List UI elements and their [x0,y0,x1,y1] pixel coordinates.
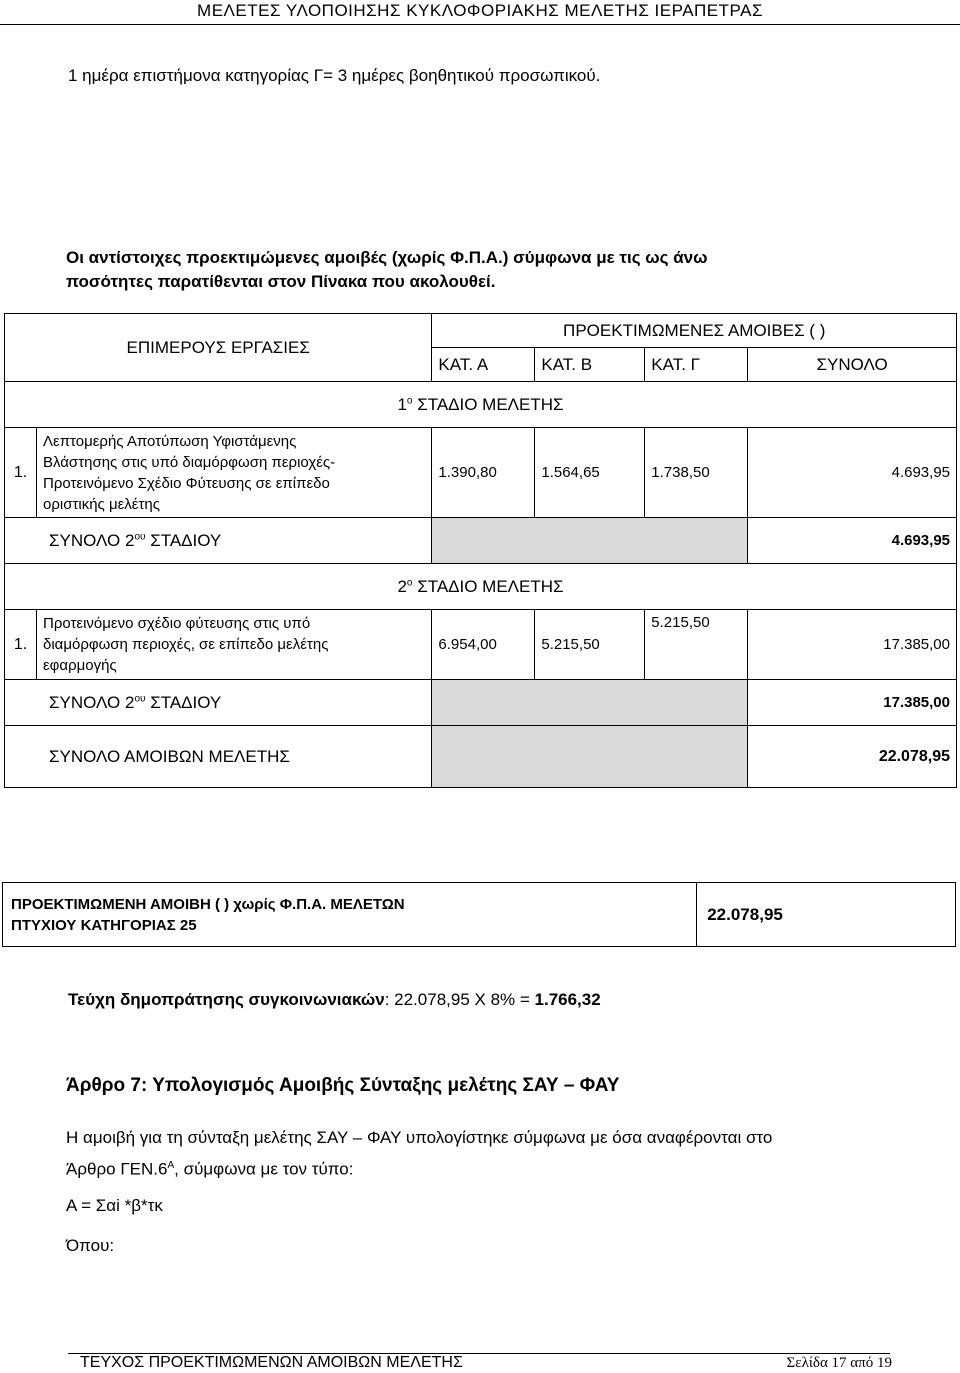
summary-label: ΠΡΟΕΚΤΙΜΩΜΕΝΗ ΑΜΟΙΒΗ ( ) χωρίς Φ.Π.Α. ΜΕΛΕΤΩΝ ΠΤΥΧΙΟΥ ΚΑΤΗΓΟΡΙΑΣ 25 [3,883,697,947]
document-header-title: ΜΕΛΕΤΕΣ ΥΛΟΠΟΙΗΣΗΣ ΚΥΚΛΟΦΟΡΙΑΚΗΣ ΜΕΛΕΤΗΣ ΙΕΡΑΠΕΤΡΑΣ [197,1,763,20]
formula: Α = Σαi *β*τκ [66,1196,163,1215]
costs-line [68,988,601,1012]
col-header-tasks: ΕΠΙΜΕΡΟΥΣ ΕΡΓΑΣΙΕΣ [5,314,432,382]
euro-symbol [815,321,820,340]
row1-cat-g: 1.738,50 [645,428,748,518]
stage2-heading: $2^o$ ΣΤΑΔΙΟ ΜΕΛΕΤΗΣ [5,564,957,610]
col-header-cat-a: ΚΑΤ. Α [432,348,535,382]
costs-result: 1.766,32 [534,990,601,1009]
col-header-cat-b: ΚΑΤ. Β [535,348,645,382]
stage2-sum-label: ΣΥΝΟΛΟ $2^{o\upsilon}$ ΣΤΑΔΙΟΥ [5,680,432,726]
where-label: Όπου: [66,1236,115,1255]
para1-line2: ποσότητες παρατίθενται στον Πίνακα που ακολουθεί. [66,272,496,291]
col-header-cat-g: ΚΑΤ. Γ [645,348,748,382]
row2-cat-b: 5.215,50 [535,610,645,680]
costs-calc: : 22.078,95 Χ 8% = [384,990,535,1009]
summary-table [2,882,956,947]
grand-total-label: ΣΥΝΟΛΟ ΑΜΟΙΒΩΝ ΜΕΛΕΤΗΣ [5,726,432,788]
stage1-sum-label: ΣΥΝΟΛΟ $2^{o\upsilon}$ ΣΤΑΔΙΟΥ [5,518,432,564]
stage1-heading: $1^o$ ΣΤΑΔΙΟ ΜΕΛΕΤΗΣ [5,382,957,428]
row1-index: 1. [5,428,37,518]
col-header-fees: ΠΡΟΕΚΤΙΜΩΜΕΝΕΣ ΑΜΟΙΒΕΣ ( ) [432,314,957,348]
intro-line: 1 ημέρα επιστήμονα κατηγορίας Γ= 3 ημέρες βοηθητικού προσωπικού. [68,66,601,85]
row2-index: 1. [5,610,37,680]
row2-description: Προτεινόμενο σχέδιο φύτευσης στις υπό διαμόρφωση περιοχές, σε επίπεδο μελέτης εφαρμογής [36,610,431,680]
stage2-sum-shaded [432,680,748,726]
stage1-sum-value: 4.693,95 [748,518,957,564]
row2-cat-a: 6.954,00 [432,610,535,680]
row1-cat-b: 1.564,65 [535,428,645,518]
summary-value: 22.078,95 [697,883,956,947]
article7-paragraph-line1: Η αμοιβή για τη σύνταξη μελέτης ΣΑΥ – ΦΑΥ υπολογίστηκε σύμφωνα με όσα αναφέρονται στο [66,1128,773,1147]
row2-total: 17.385,00 [748,610,957,680]
article7-heading: Άρθρο 7: Υπολογισμός Αμοιβής Σύνταξης μελέτης ΣΑΥ – ΦΑΥ [66,1075,620,1096]
header-divider [0,24,960,25]
footer-page-number: Σελίδα 17 από 19 [786,1355,892,1371]
costs-label: Τεύχη δημοπράτησης συγκοινωνιακών [68,990,385,1009]
euro-symbol [220,896,224,913]
footer-document-title: ΤΕΥΧΟΣ ΠΡΟΕΚΤΙΜΩΜΕΝΩΝ ΑΜΟΙΒΩΝ ΜΕΛΕΤΗΣ [80,1354,463,1371]
row1-cat-a: 1.390,80 [432,428,535,518]
article7-paragraph-line2: Άρθρο $\Gamma EN.6^A$, σύμφωνα με τον τύπο: [66,1159,354,1179]
stage2-sum-value: 17.385,00 [748,680,957,726]
stage1-sum-shaded [432,518,748,564]
row1-description: Λεπτομερής Αποτύπωση Υφιστάμενης Βλάστησης στις υπό διαμόρφωση περιοχές- Προτεινόμενο Σχέδιο Φύτευσης σε επίπεδο οριστικής μελέτης [36,428,431,518]
para1-line1: Οι αντίστοιχες προεκτιμώμενες αμοιβές (χωρίς Φ.Π.Α.) σύμφωνα με τις ως άνω [66,248,708,267]
grand-total-value: 22.078,95 [748,726,957,788]
row2-cat-g: 5.215,50 [645,610,748,680]
row1-total: 4.693,95 [748,428,957,518]
col-header-total: ΣΥΝΟΛΟ [748,348,957,382]
fees-table [4,313,957,788]
grand-total-shaded [432,726,748,788]
